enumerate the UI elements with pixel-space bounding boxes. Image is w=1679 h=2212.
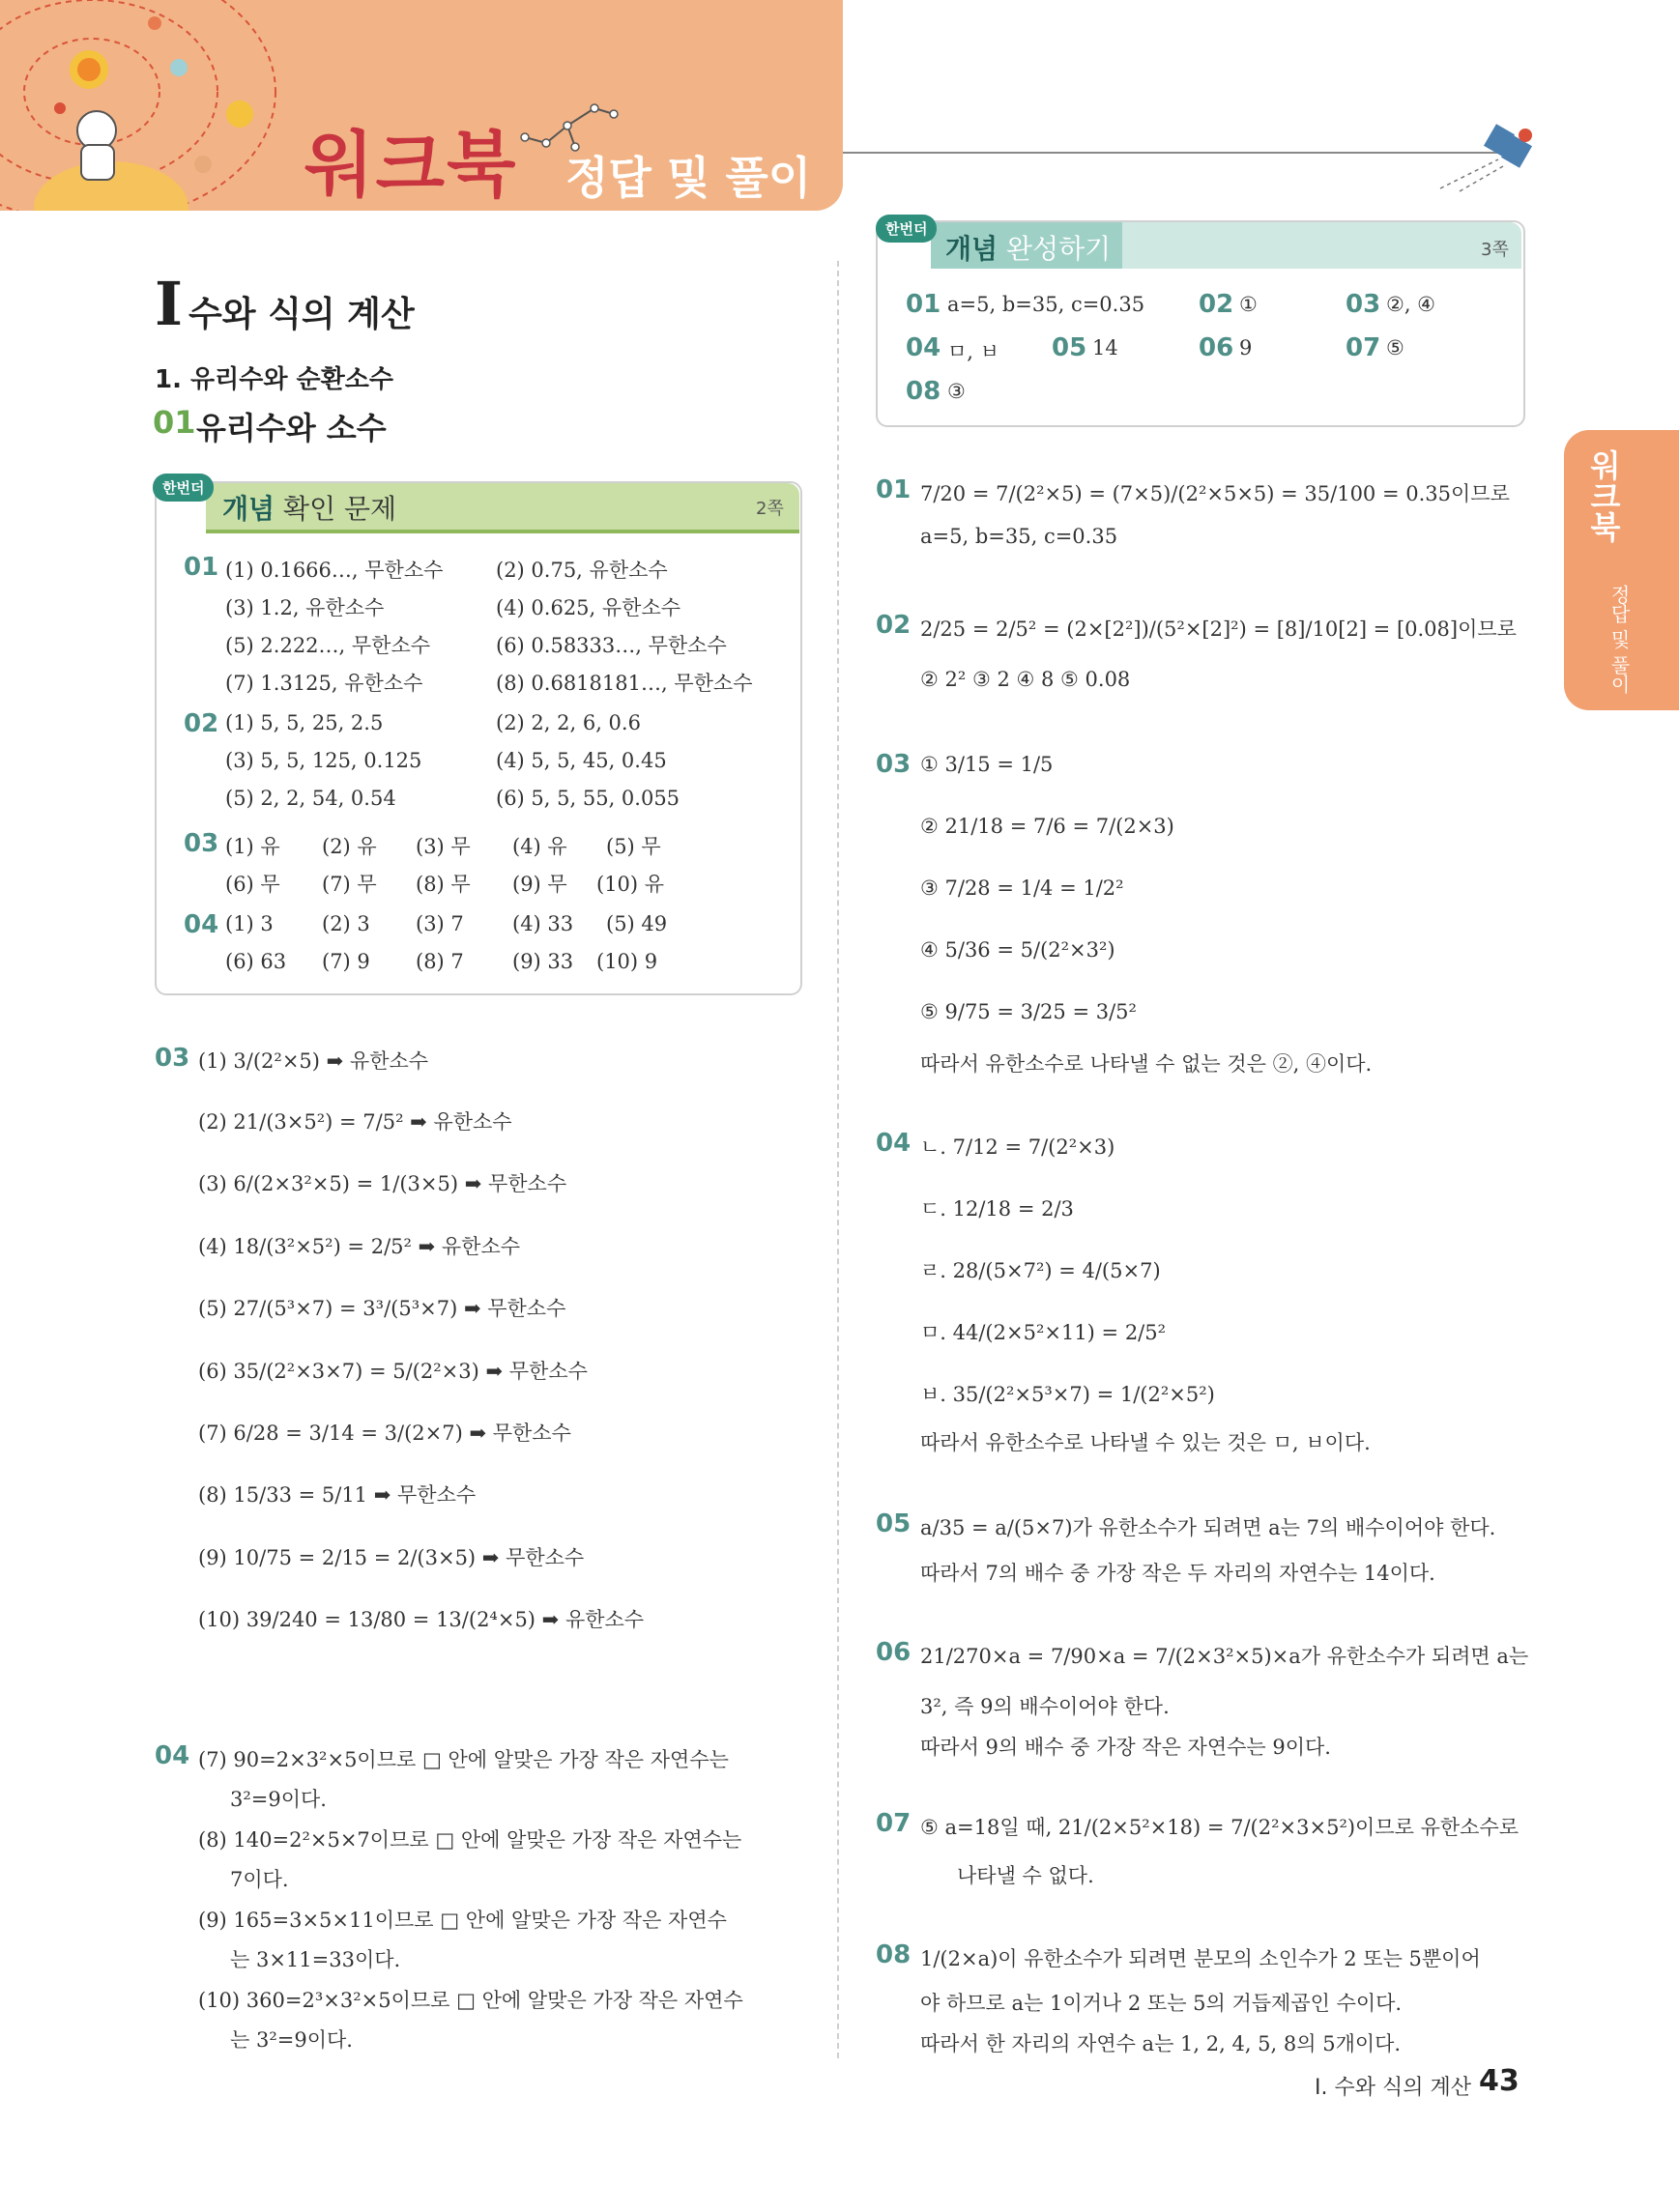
box1-q01-item: (6) 0.58333…, 무한소수 <box>496 634 727 657</box>
solar-system-illustration <box>0 0 290 211</box>
box1-q03-item: (4) 유 <box>512 835 567 858</box>
left-q04-line: (7) 90=2×3²×5이므로 □ 안에 알맞은 가장 작은 자연수는 <box>198 1748 729 1771</box>
right-q07-num: 07 <box>876 1809 912 1838</box>
side-tab-sub: 정답 및 풀이 <box>1607 585 1631 694</box>
box1-q02-item: (4) 5, 5, 45, 0.45 <box>496 749 667 772</box>
badge-once-more: 한번더 <box>153 474 214 502</box>
concept-check-heading <box>222 488 396 527</box>
column-divider <box>837 261 839 2058</box>
right-q06-line: 따라서 9의 배수 중 가장 작은 자연수는 9이다. <box>920 1736 1331 1759</box>
right-q04-line: 따라서 유한소수로 나타낼 수 있는 것은 ㅁ, ㅂ이다. <box>920 1431 1371 1454</box>
box1-q03-item: (3) 무 <box>416 835 471 858</box>
concept-complete-bold: 개념 <box>945 233 999 265</box>
box2-num: 02 <box>1199 290 1234 319</box>
box2-answer: ②, ④ <box>1386 293 1436 316</box>
left-q03-line: (7) 6/28 = 3/14 = 3/(2×7) ➡ 무한소수 <box>198 1422 571 1445</box>
chapter-title: 수와 식의 계산 <box>188 295 415 334</box>
left-q04-line: 는 3×11=33이다. <box>230 1948 401 1971</box>
box2-answer: 14 <box>1092 336 1118 359</box>
box1-q01-item: (8) 0.6818181…, 무한소수 <box>496 672 753 695</box>
box1-q03-item: (2) 유 <box>322 835 377 858</box>
left-q03-num: 03 <box>155 1044 190 1073</box>
header-rule <box>843 152 1510 154</box>
right-q07-line: ⑤ a=18일 때, 21/(2×5²×18) = 7/(2²×3×5²)이므로 유한소수로 <box>920 1816 1520 1839</box>
right-q02-line: ② 2² ③ 2 ④ 8 ⑤ 0.08 <box>920 668 1131 691</box>
right-q05-line: 따라서 7의 배수 중 가장 작은 두 자리의 자연수는 14이다. <box>920 1562 1435 1585</box>
box2-answer: ③ <box>947 380 966 403</box>
right-q07-line: 나타낼 수 없다. <box>957 1864 1094 1887</box>
page-ref-3: 3쪽 <box>1481 240 1509 260</box>
right-q03-line: ⑤ 9/75 = 3/25 = 3/5² <box>920 1000 1137 1023</box>
concept-complete-rest: 완성하기 <box>1006 233 1112 265</box>
box1-q04-item: (5) 49 <box>606 912 668 935</box>
box1-q03-item: (7) 무 <box>322 873 377 896</box>
workbook-title: 워크북 <box>304 124 518 207</box>
box1-q02-item: (5) 2, 2, 54, 0.54 <box>225 787 396 810</box>
right-q06-line: 3², 즉 9의 배수이어야 한다. <box>920 1695 1170 1718</box>
left-q04-line: (8) 140=2²×5×7이므로 □ 안에 알맞은 가장 작은 자연수는 <box>198 1828 742 1852</box>
right-q04-line: ㅂ. 35/(2²×5³×7) = 1/(2²×5²) <box>920 1383 1215 1406</box>
right-q01-num: 01 <box>876 475 912 504</box>
left-q03-line: (5) 27/(5³×7) = 3³/(5³×7) ➡ 무한소수 <box>198 1297 566 1320</box>
page-ref-2: 2쪽 <box>756 499 784 519</box>
left-q03-line: (4) 18/(3²×5²) = 2/5² ➡ 유한소수 <box>198 1235 521 1258</box>
box1-q04-item: (7) 9 <box>322 950 370 973</box>
satellite-icon <box>1431 106 1547 193</box>
left-q03-line: (6) 35/(2²×3×7) = 5/(2²×3) ➡ 무한소수 <box>198 1360 588 1383</box>
right-q03-line: ④ 5/36 = 5/(2²×3²) <box>920 938 1115 962</box>
left-q04-num: 04 <box>155 1741 190 1770</box>
side-tab-main: 워크북 <box>1585 449 1622 542</box>
box1-q03-item: (6) 무 <box>225 873 280 896</box>
box1-q01-item: (3) 1.2, 유한소수 <box>225 596 385 619</box>
subchapter-title: 1. 유리수와 순환소수 <box>155 365 393 394</box>
box1-q03-item: (1) 유 <box>225 835 280 858</box>
workbook-subtitle: 정답 및 풀이 <box>565 152 812 204</box>
right-q03-line: ② 21/18 = 7/6 = 7/(2×3) <box>920 815 1174 838</box>
box2-num: 01 <box>906 290 941 319</box>
box1-q04-item: (1) 3 <box>225 912 274 935</box>
right-q03-line: ③ 7/28 = 1/4 = 1/2² <box>920 876 1124 900</box>
box2-num: 03 <box>1346 290 1381 319</box>
concept-complete-heading <box>945 228 1111 267</box>
left-q03-line: (1) 3/(2²×5) ➡ 유한소수 <box>198 1049 429 1073</box>
box1-q01-item: (4) 0.625, 유한소수 <box>496 596 681 619</box>
left-q04-line: 3²=9이다. <box>230 1788 327 1811</box>
right-q01-line: a=5, b=35, c=0.35 <box>920 525 1118 548</box>
footer-chapter: I. 수와 식의 계산 <box>1315 2076 1471 2100</box>
left-q04-line: (9) 165=3×5×11이므로 □ 안에 알맞은 가장 작은 자연수 <box>198 1909 727 1932</box>
right-q03-line: ① 3/15 = 1/5 <box>920 753 1054 776</box>
box1-q02-item: (2) 2, 2, 6, 0.6 <box>496 711 641 734</box>
left-q04-line: 는 3²=9이다. <box>230 2028 353 2052</box>
box1-q04-item: (9) 33 <box>512 950 574 973</box>
box1-q02-num: 02 <box>184 709 219 738</box>
right-q06-line: 21/270×a = 7/90×a = 7/(2×3²×5)×a가 유한소수가 되려면 a는 <box>920 1645 1529 1668</box>
right-q08-num: 08 <box>876 1940 912 1969</box>
left-q03-line: (10) 39/240 = 13/80 = 13/(2⁴×5) ➡ 유한소수 <box>198 1608 645 1631</box>
box2-answer: 9 <box>1239 336 1253 359</box>
box1-q01-num: 01 <box>184 553 219 582</box>
box1-q04-item: (3) 7 <box>416 912 464 935</box>
section-number: 01 <box>153 404 196 441</box>
box1-q03-item: (10) 유 <box>596 873 665 896</box>
concept-check-bold: 개념 <box>222 493 275 525</box>
box1-q03-item: (9) 무 <box>512 873 567 896</box>
box2-num: 04 <box>906 333 941 362</box>
left-q04-line: (10) 360=2³×3²×5이므로 □ 안에 알맞은 가장 작은 자연수 <box>198 1989 743 2012</box>
box1-q03-num: 03 <box>184 829 219 858</box>
box2-num: 05 <box>1052 333 1087 362</box>
right-q03-line: 따라서 유한소수로 나타낼 수 없는 것은 ②, ④이다. <box>920 1052 1373 1076</box>
right-q08-line: 따라서 한 자리의 자연수 a는 1, 2, 4, 5, 8의 5개이다. <box>920 2032 1402 2055</box>
page-number: 43 <box>1479 2064 1520 2098</box>
right-q08-line: 야 하므로 a는 1이거나 2 또는 5의 거듭제곱인 수이다. <box>920 1992 1403 2015</box>
left-q03-line: (8) 15/33 = 5/11 ➡ 무한소수 <box>198 1483 477 1507</box>
box1-q02-item: (3) 5, 5, 125, 0.125 <box>225 749 422 772</box>
left-q03-line: (2) 21/(3×5²) = 7/5² ➡ 유한소수 <box>198 1110 512 1134</box>
section-title: 유리수와 소수 <box>196 410 387 446</box>
right-q05-line: a/35 = a/(5×7)가 유한소수가 되려면 a는 7의 배수이어야 한다. <box>920 1516 1496 1539</box>
right-q04-line: ㄹ. 28/(5×7²) = 4/(5×7) <box>920 1259 1161 1282</box>
left-q03-line: (9) 10/75 = 2/15 = 2/(3×5) ➡ 무한소수 <box>198 1546 585 1569</box>
box2-num: 06 <box>1199 333 1234 362</box>
left-q03-line: (3) 6/(2×3²×5) = 1/(3×5) ➡ 무한소수 <box>198 1172 567 1195</box>
right-q02-line: 2/25 = 2/5² = (2×[2²])/(5²×[2]²) = [8]/10[2] = [0.08]이므로 <box>920 618 1517 641</box>
concept-check-rest: 확인 문제 <box>283 493 397 525</box>
box2-num: 08 <box>906 377 941 406</box>
chapter-roman: I <box>155 269 184 339</box>
box1-q03-item: (5) 무 <box>606 835 661 858</box>
box1-q03-item: (8) 무 <box>416 873 471 896</box>
right-q04-line: ㄴ. 7/12 = 7/(2²×3) <box>920 1135 1115 1159</box>
box2-answer: ㅁ, ㅂ <box>947 340 999 363</box>
box1-q04-item: (10) 9 <box>596 950 658 973</box>
box2-answer: a=5, b=35, c=0.35 <box>947 293 1145 316</box>
right-q04-line: ㄷ. 12/18 = 2/3 <box>920 1197 1074 1221</box>
right-q02-num: 02 <box>876 611 912 640</box>
right-q01-line: 7/20 = 7/(2²×5) = (7×5)/(2²×5×5) = 35/100 = 0.35이므로 <box>920 482 1510 505</box>
box1-q04-item: (8) 7 <box>416 950 464 973</box>
right-q06-num: 06 <box>876 1638 912 1667</box>
box1-q02-item: (6) 5, 5, 55, 0.055 <box>496 787 680 810</box>
box1-q01-item: (2) 0.75, 유한소수 <box>496 559 668 582</box>
right-q04-line: ㅁ. 44/(2×5²×11) = 2/5² <box>920 1321 1167 1344</box>
box2-num: 07 <box>1346 333 1381 362</box>
box1-q04-num: 04 <box>184 910 219 939</box>
box2-answer: ① <box>1239 293 1258 316</box>
box2-answer: ⑤ <box>1386 336 1404 359</box>
header-banner <box>0 0 843 211</box>
box1-q04-item: (6) 63 <box>225 950 287 973</box>
box1-q01-item: (7) 1.3125, 유한소수 <box>225 672 423 695</box>
box1-q02-item: (1) 5, 5, 25, 2.5 <box>225 711 384 734</box>
box1-q04-item: (4) 33 <box>512 912 574 935</box>
right-q08-line: 1/(2×a)이 유한소수가 되려면 분모의 소인수가 2 또는 5뿐이어 <box>920 1947 1481 1970</box>
box1-q01-item: (5) 2.222…, 무한소수 <box>225 634 431 657</box>
box1-q01-item: (1) 0.1666…, 무한소수 <box>225 559 444 582</box>
right-q05-num: 05 <box>876 1509 912 1538</box>
right-q04-num: 04 <box>876 1129 912 1158</box>
box1-q04-item: (2) 3 <box>322 912 370 935</box>
left-q04-line: 7이다. <box>230 1868 289 1891</box>
right-q03-num: 03 <box>876 750 912 779</box>
badge-once-more-2: 한번더 <box>876 215 937 243</box>
